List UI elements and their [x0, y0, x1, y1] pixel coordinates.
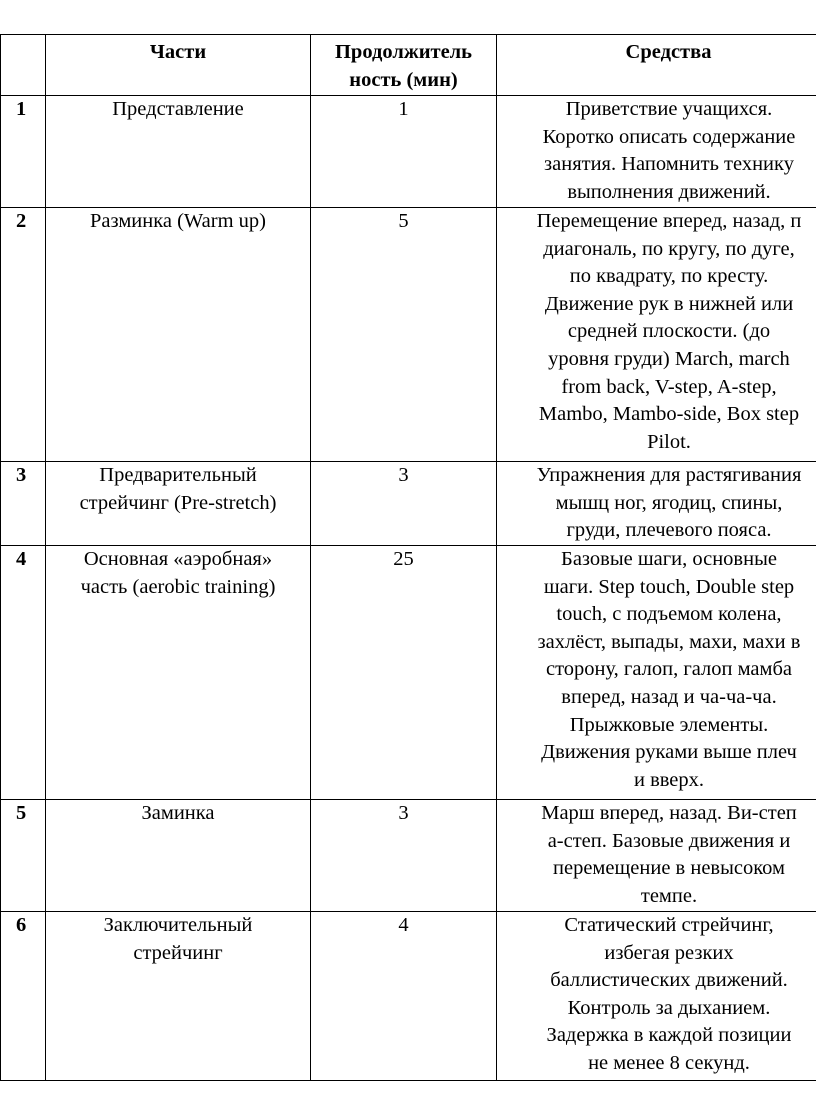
part-line: Основная «аэробная» [83, 548, 273, 570]
row-means [497, 96, 816, 208]
row-number: 5 [1, 800, 46, 912]
row-part [46, 462, 311, 546]
means-line: мышц ног, ягодиц, спины, [555, 491, 783, 514]
row-duration: 3 [311, 800, 497, 912]
means-line: темпе. [640, 884, 698, 907]
means-line: не менее 8 секунд. [588, 1051, 750, 1074]
row-number: 3 [1, 462, 46, 546]
row-duration: 5 [311, 208, 497, 462]
table-row [1, 208, 816, 462]
means-line: перемещение в невысоком [553, 857, 785, 880]
row-means [497, 546, 816, 800]
row-means [497, 208, 816, 462]
means-line: Pilot. [647, 430, 691, 453]
means-line: баллистических движений. [550, 969, 788, 992]
row-duration: 4 [311, 912, 497, 1081]
row-part [46, 208, 311, 462]
table-row [1, 912, 816, 1081]
row-duration: 1 [311, 96, 497, 208]
header-means: Средства [497, 35, 816, 96]
header-num [1, 35, 46, 96]
means-line: Статический стрейчинг, [564, 914, 774, 936]
means-line: шаги. Step touch, Double step [543, 575, 795, 598]
row-means [497, 462, 816, 546]
means-line: уровня груди) March, march [548, 347, 790, 370]
means-line: Задержка в каждой позиции [546, 1024, 792, 1047]
header-duration [311, 35, 497, 96]
row-part [46, 912, 311, 1081]
part-line: часть (aerobic training) [80, 575, 276, 598]
means-line: вперед, назад и ча-ча-ча. [561, 685, 777, 708]
part-line: Заключительный [103, 914, 253, 936]
means-line: сторону, галоп, галоп мамба [545, 658, 793, 681]
means-line: Движения руками выше плеч [541, 741, 797, 764]
means-line: средней плоскости. (до [567, 320, 771, 343]
means-line: Упражнения для растягивания [536, 464, 802, 486]
row-part [46, 96, 311, 208]
means-line: выполнения движений. [567, 180, 771, 203]
means-line: Приветствие учащихся. [565, 98, 773, 120]
header-row [1, 35, 816, 96]
means-line: Mambo, Mambo-side, Box step [538, 403, 800, 426]
part-line: стрейчинг (Pre-stretch) [79, 491, 277, 514]
part-line: стрейчинг [133, 941, 223, 964]
part-line: Представление [112, 98, 244, 120]
means-line: и вверх. [633, 768, 705, 791]
means-line: захлёст, выпады, махи, махи в [537, 630, 801, 653]
table-row [1, 800, 816, 912]
row-number: 2 [1, 208, 46, 462]
means-line: а-степ. Базовые движения и [547, 829, 791, 852]
means-line: Контроль за дыханием. [567, 996, 771, 1019]
table-row [1, 462, 816, 546]
means-line: занятия. Напомнить технику [544, 153, 794, 176]
row-number: 1 [1, 96, 46, 208]
means-line: Коротко описать содержание [542, 125, 796, 148]
row-number: 4 [1, 546, 46, 800]
row-duration: 3 [311, 462, 497, 546]
table-row [1, 96, 816, 208]
means-line: груди, плечевого пояса. [566, 519, 772, 542]
means-line: Марш вперед, назад. Ви-степ [541, 802, 797, 824]
header-duration-line: ность (мин) [349, 68, 458, 91]
header-parts: Части [46, 35, 311, 96]
means-line: touch, с подъемом колена, [556, 603, 782, 626]
means-line: Базовые шаги, основные [561, 548, 777, 570]
row-part [46, 800, 311, 912]
part-line: Заминка [141, 802, 215, 824]
means-line: диагональ, по кругу, по дуге, [543, 237, 795, 260]
row-duration: 25 [311, 546, 497, 800]
row-part [46, 546, 311, 800]
part-line: Разминка (Warm up) [90, 210, 266, 232]
means-line: Перемещение вперед, назад, п [536, 210, 802, 232]
part-line: Предварительный [99, 464, 257, 486]
means-line: from back, V-step, A-step, [561, 375, 777, 398]
row-means [497, 800, 816, 912]
row-number: 6 [1, 912, 46, 1081]
means-line: по квадрату, по кресту. [569, 265, 769, 288]
lesson-plan-table [0, 34, 816, 1081]
means-line: избегая резких [604, 941, 734, 964]
row-means [497, 912, 816, 1081]
table-row [1, 546, 816, 800]
header-duration-line: Продолжитель [334, 41, 473, 63]
means-line: Прыжковые элементы. [569, 713, 769, 736]
means-line: Движение рук в нижней или [544, 292, 794, 315]
